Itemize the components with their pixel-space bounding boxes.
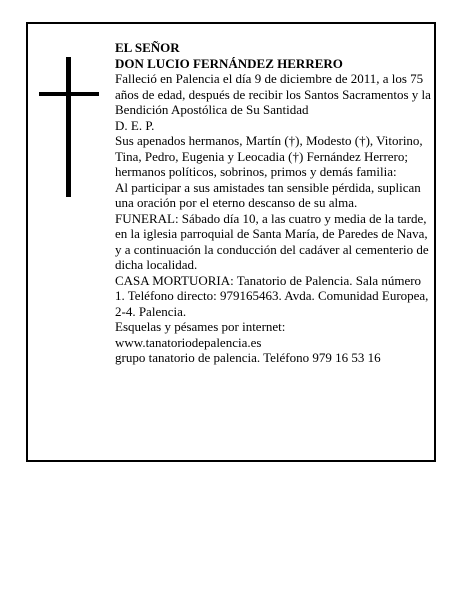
online-condolences-label: Esquelas y pésames por internet:	[115, 319, 286, 334]
cross-icon	[39, 57, 99, 197]
family-members: Sus apenados hermanos, Martín (†), Modesto (†), Vitorino, Tina, Pedro, Eugenia y Leocadia (†) Fernández Herrero; hermanos políticos, sobrinos, primos y demás familia:	[115, 133, 423, 179]
cross-vertical-bar	[66, 57, 71, 197]
obituary-notice-frame	[26, 22, 436, 462]
funeral-details: FUNERAL: Sábado día 10, a las cuatro y media de la tarde, en la iglesia parroquial de Santa María, de Paredes de Nava, y a continuación la conducción del cadáver al cementerio de dicha localidad.	[115, 210, 429, 272]
obituary-text	[115, 40, 433, 366]
deceased-name: DON LUCIO FERNÁNDEZ HERRERO	[115, 55, 343, 71]
death-announcement: Falleció en Palencia el día 9 de diciembre de 2011, a los 75 años de edad, después de recibir los Santos Sacramentos y la Bendición Apostólica de Su Santidad	[115, 71, 431, 117]
website-url: www.tanatoriodepalencia.es	[115, 334, 262, 350]
funeral-home-details: CASA MORTUORIA: Tanatorio de Palencia. Sala número 1. Teléfono directo: 979165463. Avda. Comunidad Europea, 2-4. Palencia.	[115, 272, 429, 319]
group-phone: grupo tanatorio de palencia. Teléfono 979 16 53 16	[115, 350, 381, 365]
prayer-request: Al participar a sus amistades tan sensible pérdida, suplican una oración por el eterno descanso de su alma.	[115, 179, 421, 210]
rest-in-peace: D. E. P.	[115, 117, 155, 133]
cross-horizontal-bar	[39, 92, 99, 96]
heading-title: EL SEÑOR	[115, 40, 180, 55]
